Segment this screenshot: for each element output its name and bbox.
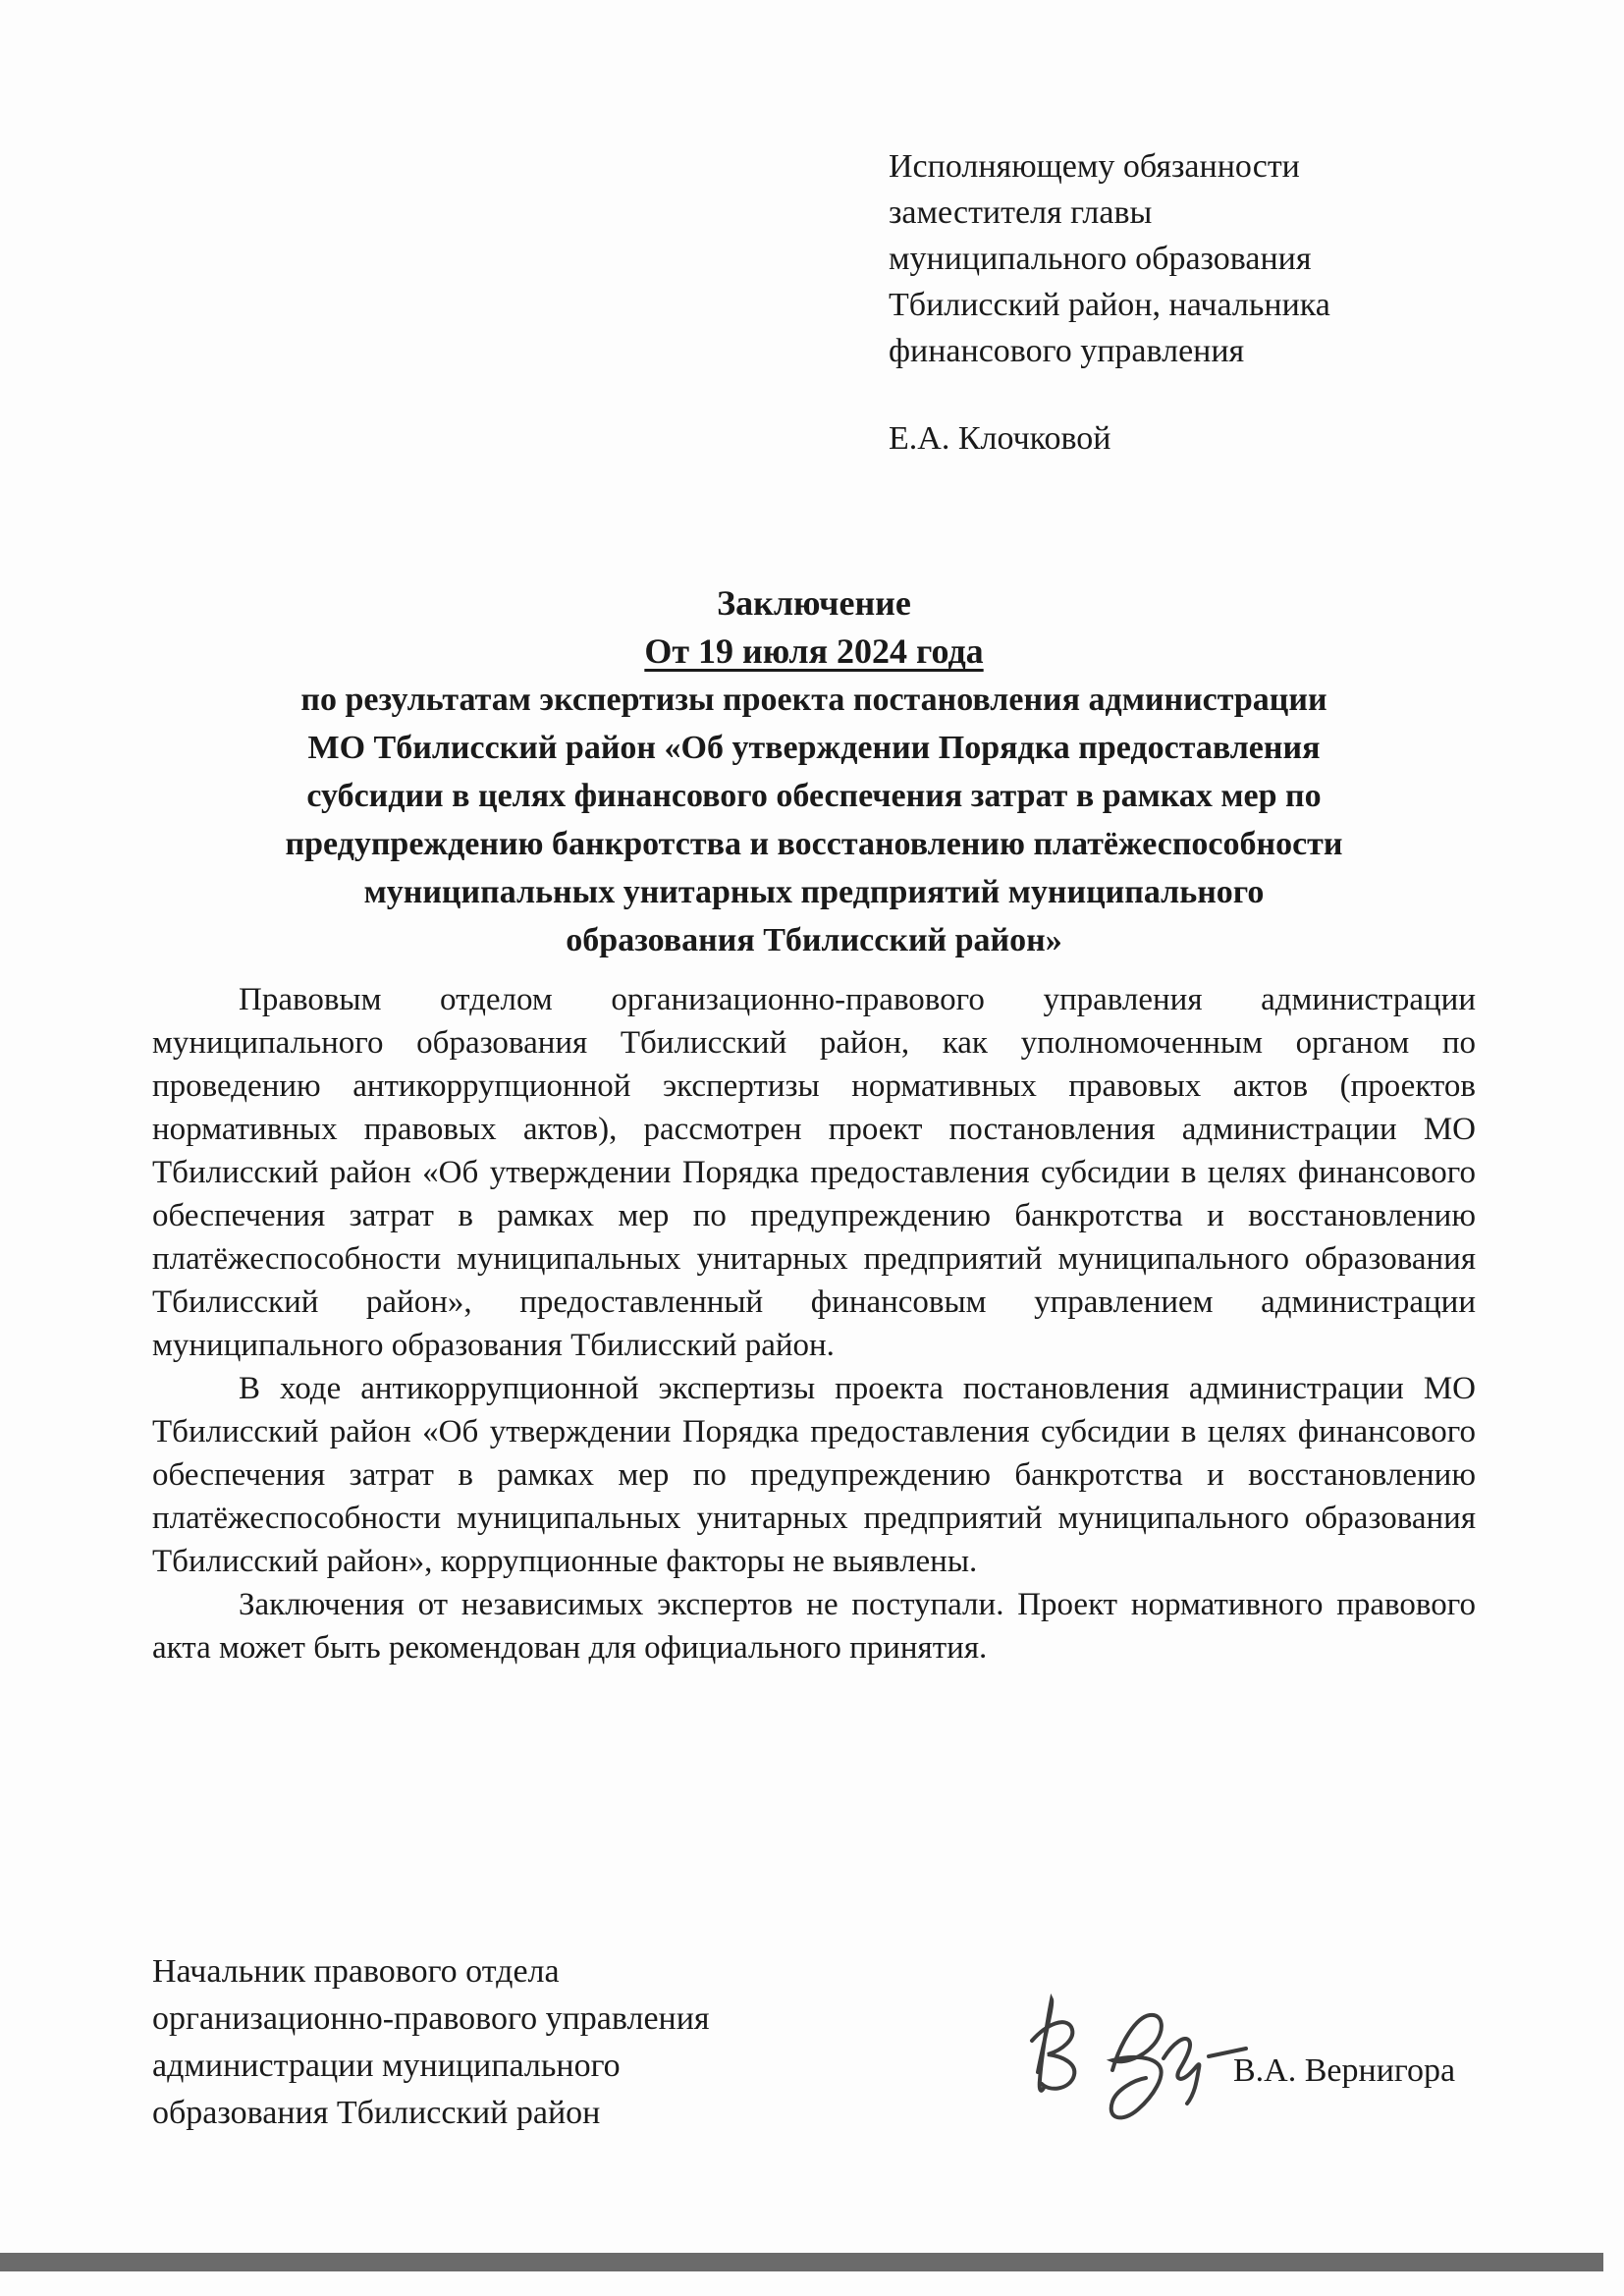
signoff-line: администрации муниципального	[152, 2048, 621, 2084]
addressee-name: Е.А. Клочковой	[889, 420, 1111, 457]
document-title: Заключение	[717, 583, 911, 623]
body-paragraph: В ходе антикоррупционной экспертизы проекта постановления администрации МО Тбилисский район «Об утверждении Порядка предоставления субсидии в целях финансового обеспечения затрат в рамках мер по предупреждению банкротства и восстановлению платёжеспособности муниципальных унитарных предприятий муниципального образования Тбилисский район», коррупционные факторы не выявлены.	[152, 1371, 1476, 1579]
addressee-line: Тбилисский район, начальника	[889, 287, 1330, 323]
signoff-line: Начальник правового отдела	[152, 1953, 560, 1990]
body-paragraph: Заключения от независимых экспертов не поступали. Проект нормативного правового акта может быть рекомендован для официального принятия.	[152, 1587, 1476, 1666]
signoff-block	[152, 1948, 839, 2137]
subject-line: предупреждению банкротства и восстановлению платёжеспособности	[285, 826, 1343, 862]
body-paragraph: Правовым отделом организационно-правового управления администрации муниципального образования Тбилисский район, как уполномоченным органом по проведению антикоррупционной экспертизы нормативных правовых актов (проектов нормативных правовых актов), рассмотрен проект постановления администрации МО Тбилисский район «Об утверждении Порядка предоставления субсидии в целях финансового обеспечения затрат в рамках мер по предупреждению банкротства и восстановлению платёжеспособности муниципальных унитарных предприятий муниципального образования Тбилисский район», предоставленный финансовым управлением администрации муниципального образования Тбилисский район.	[152, 982, 1476, 1363]
addressee-line: заместителя главы	[889, 194, 1153, 231]
signer-name: В.А. Вернигора	[1233, 2052, 1456, 2089]
addressee-line: муниципального образования	[889, 241, 1312, 277]
signoff-line: образования Тбилисский район	[152, 2095, 601, 2131]
subject-line: муниципальных унитарных предприятий муниципального	[363, 874, 1265, 910]
addressee-line: финансового управления	[889, 333, 1245, 369]
subject-line: МО Тбилисский район «Об утверждении Порядка предоставления	[307, 730, 1321, 766]
subject-line: по результатам экспертизы проекта постановления администрации	[300, 682, 1327, 718]
title-block	[152, 579, 1476, 964]
addressee-line: Исполняющему обязанности	[889, 148, 1300, 185]
signoff-line: организационно-правового управления	[152, 2000, 710, 2037]
title-subject	[152, 676, 1476, 964]
subject-line: субсидии в целях финансового обеспечения затрат в рамках мер по	[306, 778, 1322, 814]
subject-line: образования Тбилисский район»	[566, 922, 1062, 958]
scan-artifact-bar	[0, 2253, 1603, 2271]
body-text	[152, 978, 1476, 1669]
addressee-block	[889, 143, 1453, 462]
document-date: От 19 июля 2024 года	[644, 631, 984, 671]
